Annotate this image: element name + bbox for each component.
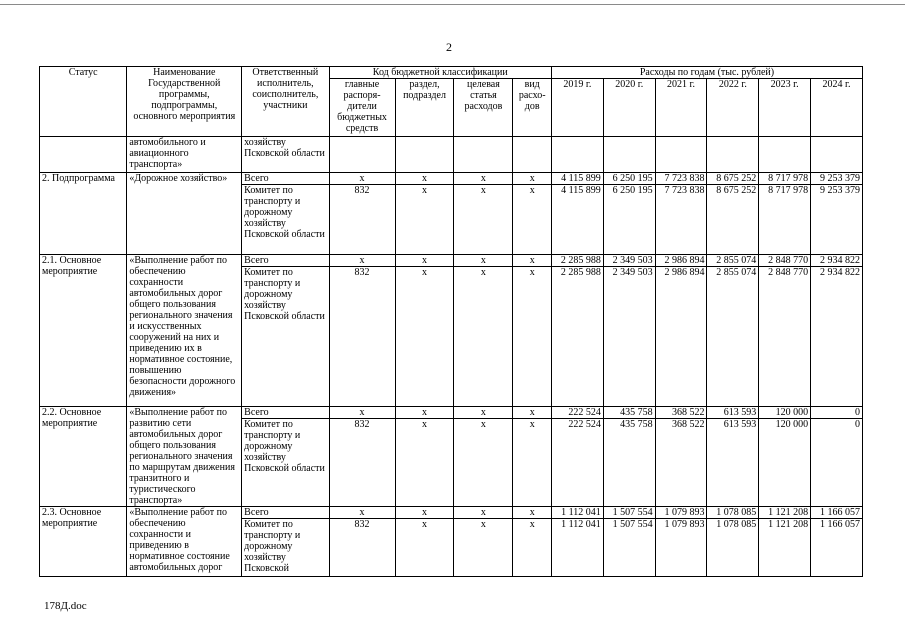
value-cell: 1 121 208 [759,519,811,577]
value-cell: 222 524 [552,407,604,419]
code-cell: 832 [329,267,395,407]
page-number: 2 [446,40,452,54]
code-cell: х [454,507,513,519]
value-cell: 1 079 893 [655,507,707,519]
value-cell: 4 115 899 [552,185,604,255]
status-cell: 2. Подпрограмма [40,173,127,255]
table-row [40,173,863,185]
value-cell: 6 250 195 [603,173,655,185]
table-row [40,507,863,519]
value-cell: 435 758 [603,407,655,419]
value-cell: 8 675 252 [707,185,759,255]
header-code-type: вид расхо-дов [513,79,552,137]
value-cell [707,137,759,173]
code-cell: х [395,419,454,507]
name-cell: «Выполнение работ по обеспечению сохранности и приведению в нормативное состояние автомобильных дорог [127,507,242,577]
value-cell: 1 112 041 [552,507,604,519]
top-border-line [0,4,905,5]
value-cell: 1 166 057 [811,519,863,577]
budget-table [39,66,863,577]
code-cell: х [513,255,552,267]
code-cell: х [454,255,513,267]
code-cell: х [395,173,454,185]
value-cell: 368 522 [655,419,707,507]
code-cell: х [454,267,513,407]
value-cell: 7 723 838 [655,185,707,255]
value-cell: 4 115 899 [552,173,604,185]
header-year-2021: 2021 г. [655,79,707,137]
header-expenses-group: Расходы по годам (тыс. рублей) [552,67,863,79]
table-row [40,255,863,267]
header-code-section: раздел, подраздел [395,79,454,137]
value-cell: 2 848 770 [759,267,811,407]
code-cell: х [329,255,395,267]
code-cell: х [395,255,454,267]
header-code-manager: главные распоря-дители бюджетных средств [329,79,395,137]
responsible-cell: Комитет по транспорту и дорожному хозяйству Псковской области [242,185,329,255]
value-cell: 120 000 [759,419,811,507]
header-year-2020: 2020 г. [603,79,655,137]
header-status: Статус [40,67,127,137]
value-cell: 8 717 978 [759,173,811,185]
name-cell: «Выполнение работ по развитию сети автомобильных дорог общего пользования регионального значения по маршрутам движения транзитного и туристического транспорта» [127,407,242,507]
value-cell: 7 723 838 [655,173,707,185]
code-cell: 832 [329,419,395,507]
value-cell: 1 121 208 [759,507,811,519]
name-cell: «Выполнение работ по обеспечению сохранности автомобильных дорог общего пользования регионального значения и искусственных сооружений на них и приведению их в нормативное состояние, повышению безопасности дорожного движения» [127,255,242,407]
value-cell [552,137,604,173]
value-cell: 613 593 [707,407,759,419]
code-cell: х [329,507,395,519]
code-cell: х [329,173,395,185]
code-cell: х [395,267,454,407]
value-cell: 8 717 978 [759,185,811,255]
value-cell: 0 [811,407,863,419]
code-cell: 832 [329,185,395,255]
header-responsible: Ответственный исполнитель, соисполнитель, участники [242,67,329,137]
status-cell [40,137,127,173]
value-cell: 613 593 [707,419,759,507]
code-cell: х [329,407,395,419]
continuation-row [40,137,863,173]
value-cell: 368 522 [655,407,707,419]
value-cell [811,137,863,173]
code-cell: х [395,507,454,519]
value-cell: 0 [811,419,863,507]
value-cell: 2 349 503 [603,255,655,267]
header-year-2022: 2022 г. [707,79,759,137]
value-cell: 120 000 [759,407,811,419]
code-cell: 832 [329,519,395,577]
code-cell [395,137,454,173]
code-cell [454,137,513,173]
table-row [40,407,863,419]
value-cell: 1 166 057 [811,507,863,519]
header-budget-code-group: Код бюджетной классификации [329,67,551,79]
value-cell [759,137,811,173]
responsible-cell: Всего [242,255,329,267]
header-year-2024: 2024 г. [811,79,863,137]
value-cell: 2 986 894 [655,255,707,267]
value-cell: 8 675 252 [707,173,759,185]
name-cell: «Дорожное хозяйство» [127,173,242,255]
value-cell: 1 112 041 [552,519,604,577]
code-cell: х [513,173,552,185]
value-cell: 2 848 770 [759,255,811,267]
value-cell: 2 934 822 [811,267,863,407]
value-cell: 9 253 379 [811,173,863,185]
responsible-cell: Всего [242,173,329,185]
responsible-cell: Всего [242,507,329,519]
code-cell: х [454,519,513,577]
value-cell: 2 285 988 [552,267,604,407]
code-cell: х [395,519,454,577]
code-cell: х [454,407,513,419]
responsible-cell: Комитет по транспорту и дорожному хозяйству Псковской области [242,419,329,507]
header-code-article: целевая статья расходов [454,79,513,137]
value-cell: 2 285 988 [552,255,604,267]
value-cell: 1 078 085 [707,519,759,577]
responsible-cell: Всего [242,407,329,419]
value-cell: 2 986 894 [655,267,707,407]
code-cell [513,137,552,173]
code-cell: х [513,185,552,255]
header-name: Наименование Государственной программы, подпрограммы, основного мероприятия [127,67,242,137]
value-cell: 9 253 379 [811,185,863,255]
code-cell: х [395,407,454,419]
code-cell [329,137,395,173]
value-cell: 2 855 074 [707,267,759,407]
value-cell: 2 934 822 [811,255,863,267]
code-cell: х [513,419,552,507]
responsible-cell: Комитет по транспорту и дорожному хозяйству Псковской [242,519,329,577]
value-cell: 435 758 [603,419,655,507]
value-cell: 2 349 503 [603,267,655,407]
status-cell: 2.3. Основное мероприятие [40,507,127,577]
code-cell: х [513,267,552,407]
header-year-2023: 2023 г. [759,79,811,137]
code-cell: х [395,185,454,255]
code-cell: х [513,407,552,419]
status-cell: 2.1. Основное мероприятие [40,255,127,407]
responsible-cell: Комитет по транспорту и дорожному хозяйству Псковской области [242,267,329,407]
value-cell [655,137,707,173]
header-year-2019: 2019 г. [552,79,604,137]
value-cell: 1 507 554 [603,519,655,577]
value-cell: 1 078 085 [707,507,759,519]
code-cell: х [454,419,513,507]
value-cell: 6 250 195 [603,185,655,255]
document-filename: 178Д.doc [44,600,87,612]
code-cell: х [513,507,552,519]
code-cell: х [454,173,513,185]
code-cell: х [513,519,552,577]
value-cell: 222 524 [552,419,604,507]
code-cell: х [454,185,513,255]
responsible-cell: хозяйству Псковской области [242,137,329,173]
status-cell: 2.2. Основное мероприятие [40,407,127,507]
value-cell: 2 855 074 [707,255,759,267]
value-cell: 1 079 893 [655,519,707,577]
name-cell: автомобильного и авиационного транспорта» [127,137,242,173]
value-cell: 1 507 554 [603,507,655,519]
value-cell [603,137,655,173]
